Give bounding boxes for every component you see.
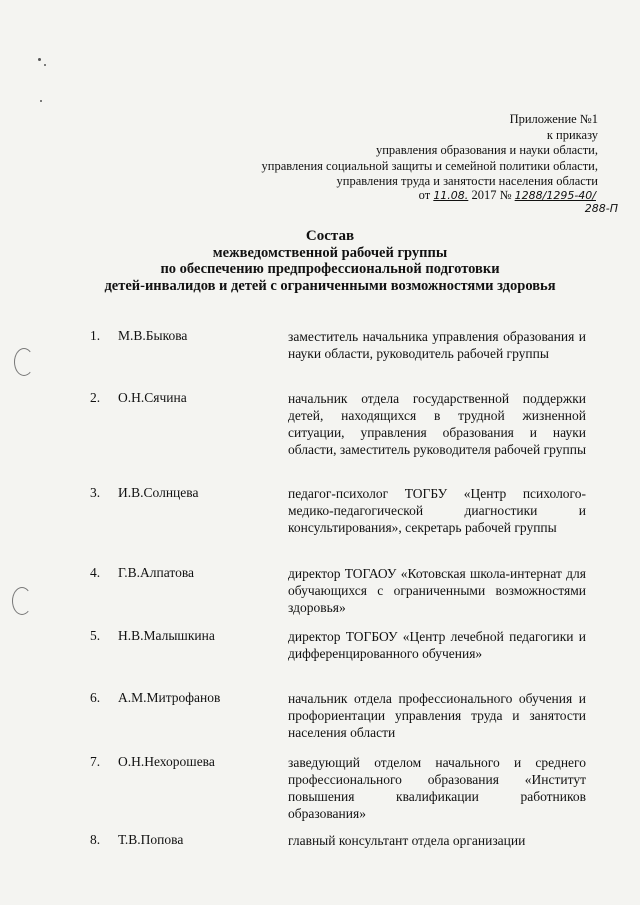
member-name: Т.В.Попова xyxy=(118,832,184,847)
member-number: 3. xyxy=(90,485,101,500)
member-role: педагог-психолог ТОГБУ «Центр психолого-медико-педагогической диагностики и консультирования», секретарь рабочей группы xyxy=(288,486,586,535)
appendix-line: управления труда и занятости населения области xyxy=(336,174,598,188)
member-number: 1. xyxy=(90,328,101,343)
title-line: межведомственной рабочей группы xyxy=(212,244,448,261)
member-name: Г.В.Алпатова xyxy=(118,565,195,580)
appendix-line: управления образования и науки области, xyxy=(375,143,598,157)
member-number: 8. xyxy=(90,832,101,847)
title-line: детей-инвалидов и детей с ограниченными возможностями здоровья xyxy=(104,277,556,294)
member-role: заместитель начальника управления образования и науки области, руководитель рабочей группы xyxy=(288,329,586,361)
title-main: Состав xyxy=(305,228,355,244)
order-date: 11.08. xyxy=(433,189,469,202)
member-role: начальник отдела профессионального обучения и профориентации управления труда и занятости населения области xyxy=(288,691,586,740)
member-number: 2. xyxy=(90,390,101,405)
order-number-extra: 288-П xyxy=(584,202,618,215)
member-name: О.Н.Сячина xyxy=(118,390,187,405)
member-role: директор ТОГБОУ «Центр лечебной педагогики и дифференцированного обучения» xyxy=(288,629,586,661)
appendix-label: Приложение №1 xyxy=(509,112,598,126)
member-role: заведующий отделом начального и среднего профессионального образования «Институт повышения квалификации работников образования» xyxy=(288,755,586,821)
appendix-header xyxy=(262,112,598,190)
member-number: 6. xyxy=(90,690,101,705)
scan-speck xyxy=(38,58,41,61)
order-date-line xyxy=(419,188,596,203)
member-role: начальник отдела государственной поддержки детей, находящихся в трудной жизненной ситуации, управления образования и науки области, заместитель руководителя рабочей группы xyxy=(288,391,587,457)
member-number: 4. xyxy=(90,565,101,580)
punch-hole-mark xyxy=(14,348,34,376)
punch-hole-mark xyxy=(12,587,32,615)
member-role: директор ТОГАОУ «Котовская школа-интернат для обучающихся с ограниченными возможностями здоровья» xyxy=(288,566,586,615)
scan-speck xyxy=(44,64,46,66)
title-line: по обеспечению предпрофессиональной подготовки xyxy=(160,261,500,277)
member-name: Н.В.Малышкина xyxy=(118,628,215,643)
member-number: 5. xyxy=(90,628,101,643)
scan-speck xyxy=(40,100,42,102)
member-role: главный консультант отдела организации xyxy=(288,833,526,848)
date-prefix: от xyxy=(418,188,431,202)
member-name: И.В.Солнцева xyxy=(118,485,199,500)
member-name: О.Н.Нехорошева xyxy=(118,754,215,769)
member-number: 7. xyxy=(90,754,101,769)
appendix-line: к приказу xyxy=(546,127,598,142)
year-text: 2017 № xyxy=(471,188,512,202)
document-title xyxy=(60,228,600,294)
order-number: 1288/1295-40/ xyxy=(514,189,596,202)
member-name: А.М.Митрофанов xyxy=(118,690,221,705)
member-name: М.В.Быкова xyxy=(118,328,188,343)
appendix-line: управления социальной защиты и семейной политики области, xyxy=(261,158,598,173)
